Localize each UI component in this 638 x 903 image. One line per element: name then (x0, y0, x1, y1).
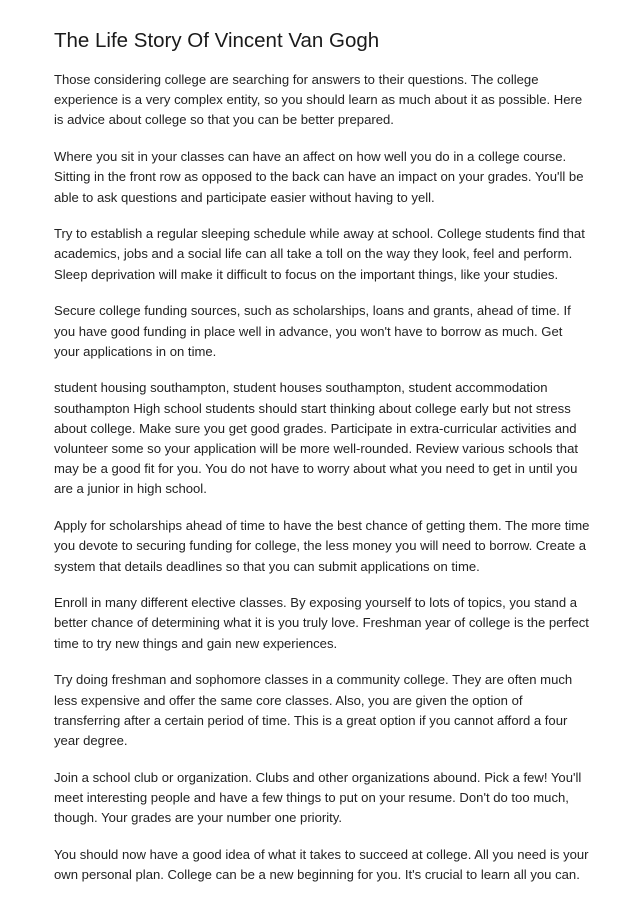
document-title: The Life Story Of Vincent Van Gogh (54, 29, 380, 52)
paragraph-9: Join a school club or organization. Clubs and other organizations abound. Pick a few! You'll meet interesting people and have a few things to put on your resume. Don't do too much, though. Your grades are your number one priority. (54, 769, 582, 826)
paragraph-6: Apply for scholarships ahead of time to have the best chance of getting them. The more time you devote to securing funding for college, the less money you will need to borrow. Create a system that details deadlines so that you can submit applications on time. (54, 518, 590, 574)
paragraph-10: You should now have a good idea of what it takes to succeed at college. All you need is your own personal plan. College can be a new beginning for you. It's crucial to learn all you can. (54, 846, 589, 882)
paragraph-2: Where you sit in your classes can have an affect on how well you do in a college course. Sitting in the front row as opposed to the back can have an impact on your grades. You'll be able to ask questions and participate easier without having to yell. (54, 149, 584, 205)
paragraph-1: Those considering college are searching for answers to their questions. The college experience is a very complex entity, so you should learn as much about it as possible. Here is advice about college so that you can be better prepared. (54, 72, 583, 128)
paragraph-3: Try to establish a regular sleeping schedule while away at school. College students find that academics, jobs and a social life can all take a toll on the way they look, feel and perform. Sleep deprivation will make it difficult to focus on the important things, like your studies. (54, 226, 585, 282)
paragraph-8: Try doing freshman and sophomore classes in a community college. They are often much less expensive and offer the same core classes. Also, you are given the option of transferring after a certain period of time. This is a great option if you cannot afford a four year degree. (54, 672, 573, 748)
paragraph-7: Enroll in many different elective classes. By exposing yourself to lots of topics, you stand a better chance of determining what it is you truly love. Freshman year of college is the perfect time to try new things and gain new experiences. (54, 595, 589, 651)
paragraph-5: student housing southampton, student houses southampton, student accommodation southampton High school students should start thinking about college early but not stress about college. Make sure you get good grades. Participate in extra-curricular activities and volunteer some so your application will be more well-rounded. Review various schools that may be a good fit for you. You do not have to worry about what you need to get in until you are a junior in high school. (54, 380, 579, 497)
paragraph-4: Secure college funding sources, such as scholarships, loans and grants, ahead of time. If you have good funding in place well in advance, you won't have to borrow as much. Get your applications in on time. (54, 303, 571, 359)
